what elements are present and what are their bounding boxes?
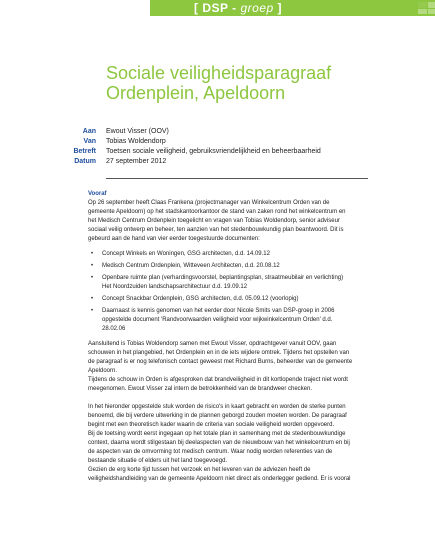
header-logo-bar xyxy=(150,0,435,16)
text-line: Aansluitend is Tobias Woldendorp samen met Ewout Visser, opdrachtgever vanuit OOV, gaan xyxy=(88,341,337,347)
list-item-text: • Daarnaast is kennis genomen van het eerder door Nicole Smits van DSP-groep in 2006 xyxy=(102,308,335,314)
text-line: de aspecten van de omvorming tot medisch centrum. Waar nodig worden referenties van de xyxy=(88,449,333,455)
dsp-groep-logo: [ DSP - groep ] xyxy=(194,1,283,15)
list-item-text: • Concept Winkels en Woningen, GSG architecten, d.d. 14.09.12 xyxy=(102,251,270,257)
title-line-2: Ordenplein, Apeldoorn xyxy=(106,83,286,103)
document-title xyxy=(106,63,331,103)
meta-row-van: Van Tobias Woldendorp xyxy=(83,138,166,145)
text-line: Gezien de erg korte tijd tussen het verzoek en het leveren van de adviezen heeft de xyxy=(88,467,311,473)
section-heading: Vooraf xyxy=(88,191,107,197)
list-item xyxy=(88,307,388,334)
paragraph-approach xyxy=(88,403,388,484)
list-item xyxy=(88,250,388,259)
list-item-text: opgestelde document 'Randvoorwaarden veiligheid voor wijkwinkelcentrum Orden' d.d. xyxy=(102,317,333,323)
title-line-1: Sociale veiligheidsparagraaf xyxy=(106,63,332,83)
text-line: Apeldoorn. xyxy=(88,368,118,374)
text-line: Tijdens de schouw in Orden is afgesproken dat brandveiligheid in dit kortlopende traject niet wordt xyxy=(88,377,348,383)
text-line: sociaal veilig ontwerp en beheer, ten aanzien van het stedenbouwkundig plan beantwoord. Dit is xyxy=(88,227,344,233)
text-line: veiligheidshandleiding van de gemeente Apeldoorn niet direct als onderlegger gediend. Er is vooral xyxy=(88,476,351,482)
list-item-text: Het Noordzuiden landschapsarchitectuur d.d. 19.09.12 xyxy=(102,284,248,290)
document-list xyxy=(88,250,388,334)
text-line: In het hieronder opgestelde stuk worden de risico's in kaart gebracht en worden de sterke punten xyxy=(88,404,346,410)
meta-row-betreft: Betreft Toetsen sociale veiligheid, gebruiksvriendelijkheid en beheerbaarheid xyxy=(73,148,321,155)
list-item-text: 28.02.06 xyxy=(102,326,126,332)
paragraph-schouw xyxy=(88,340,388,394)
text-line: meegenomen. Ewout Visser zal intern de betrokkenheid van de brandweer checken. xyxy=(88,386,313,392)
document-body xyxy=(88,190,388,484)
text-line: schouwen in het plangebied, het Ordenplein en in de iets wijdere omtrek. Tijdens het opstellen van xyxy=(88,350,350,356)
list-item-text: • Concept Snackbar Ordenplein, GSG architecten, d.d. 05.09.12 (voorlopig) xyxy=(102,296,299,302)
text-line: het Medisch Centrum Ordenplein toegelicht en vragen van Tobias Woldendorp, senior adviseur xyxy=(88,218,340,224)
list-item-text: • Openbare ruimte plan (verhardingsvoorstel, beplantingsplan, straatmeubilair en verlichting) xyxy=(102,275,344,281)
text-line: gebeurd aan de hand van vier eerder toegestuurde documenten: xyxy=(88,236,260,242)
text-line: de paragraaf is er nog telefonisch contact geweest met Richard Burns, beheerder van de gemeente xyxy=(88,359,353,365)
text-line: Op 26 september heeft Claas Frankena (projectmanager van Winkelcentrum Orden van de xyxy=(88,200,330,206)
header-divider xyxy=(106,178,368,179)
meta-row-aan: Aan Ewout Visser (OOV) xyxy=(82,128,169,135)
memo-header xyxy=(40,127,321,167)
text-line: benoemd, die bij verdere uitwerking in de plannen geborgd zouden moeten worden. De paragraaf xyxy=(88,413,347,419)
logo-pattern xyxy=(418,2,435,14)
list-item-text: • Medisch Centrum Ordenplein, Witteveen Architecten, d.d. 20.08.12 xyxy=(102,263,280,269)
list-item xyxy=(88,274,388,292)
text-line: gemeente Apeldoorn) op het stadskantoorkantoor de stand van zaken rond het winkelcentrum en xyxy=(88,209,346,215)
text-line: bestaande situatie of elders uit het land toegevoegd. xyxy=(88,458,228,464)
list-item xyxy=(88,262,388,271)
text-line: context, daarna wordt stilgestaan bij deelaspecten van de nieuwbouw van het winkelcentrum en bij xyxy=(88,440,350,446)
text-line: begint met een theoretisch kader waarin de criteria van sociale veiligheid worden opgevoerd. xyxy=(88,422,335,428)
intro-paragraph xyxy=(88,199,388,244)
list-item xyxy=(88,295,388,304)
meta-row-datum: Datum 27 september 2012 xyxy=(74,158,167,165)
text-line: Bij de toetsing wordt eerst ingegaan op het totale plan in samenhang met de stedenbouwkundige xyxy=(88,431,346,437)
